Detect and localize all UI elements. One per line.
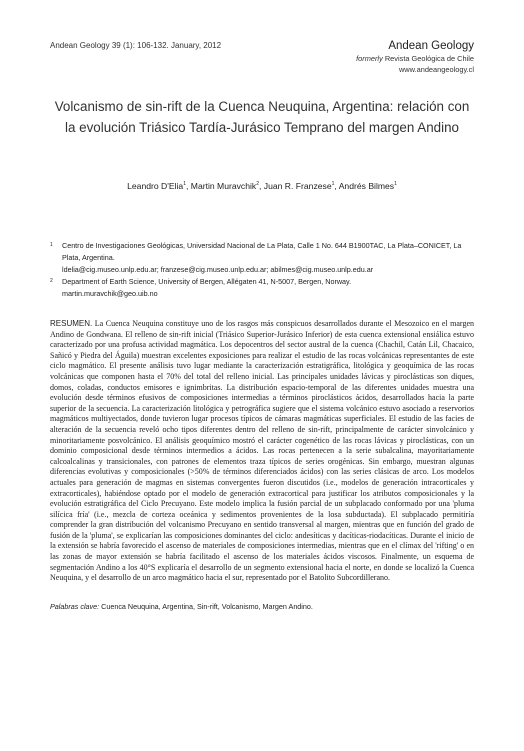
affiliation-text: Centro de Investigaciones Geológicas, Universidad Nacional de La Plata, Calle 1 No. 644 B1900TAC, La Plata–CONICET, La Plata, Argentina.: [62, 241, 462, 262]
affiliation-2: [50, 276, 480, 300]
author-name: Andrés Bilmes: [338, 181, 395, 191]
author-list: Leandro D'Elia$^1$, Martin Muravchik$^2$, Juan R. Franzese$^1$, Andrés Bilmes$^1$: [127, 181, 397, 191]
author-name: Juan R. Franzese: [263, 181, 332, 191]
abstract-label: RESUMEN.: [50, 319, 93, 328]
author-affiliation-mark: 1: [331, 181, 335, 188]
journal-masthead: [356, 40, 474, 76]
author-name: Martin Muravchik: [190, 181, 257, 191]
journal-name: Andean Geology: [388, 40, 474, 52]
author-name: Leandro D'Elia: [127, 181, 184, 191]
citation-line: Andean Geology 39 (1): 106-132. January, 2012: [50, 41, 222, 50]
journal-url[interactable]: www.andeangeology.cl: [398, 65, 474, 74]
author-affiliation-mark: 1: [183, 181, 186, 188]
formerly-prefix: formerly: [356, 54, 383, 63]
affiliation-emails[interactable]: martin.muravchik@geo.uib.no: [62, 289, 158, 298]
keywords: [50, 602, 474, 611]
affiliation-text: Department of Earth Science, University of Bergen, Allégaten 41, N-5007, Bergen, Norway.: [62, 277, 352, 286]
author-affiliation-mark: 2: [256, 181, 259, 188]
author-affiliation-mark: 1: [394, 181, 397, 188]
affiliation-emails[interactable]: ldelia@cig.museo.unlp.edu.ar; franzese@cig.museo.unlp.edu.ar; abilmes@cig.museo.unlp.edu.ar: [62, 265, 374, 274]
affiliation-number: 1: [50, 242, 53, 248]
keywords-label: Palabras clave:: [50, 602, 100, 611]
former-journal-name: [356, 53, 474, 64]
abstract-text: La Cuenca Neuquina constituye uno de los rasgos más conspicuos desarrollados durante el Mesozoico en el margen Andino de Gondwana. El relleno de sin-rift inicial (Triásico Superior-Jurásico Inferior) de esta cuenca extensional ensiálica estuvo caracterizado por una profusa actividad magmática. Los depocentros del sector austral de la cuenca (Chachil, Catán Lil, Chacaico, Sañicó y Piedra del Águila) muestran excelentes exposiciones para realizar el estudio de las rocas volcánicas representantes de este ciclo magmático. El presente análisis tuvo lugar mediante la caracterización estratigráfica, litológica y geoquímica de las rocas volcánicas que componen hasta el 70% del total del relleno inicial. Las principales unidades lávicas y piroclásticas son diques, domos, coladas, conductos emisores e ignimbritas. La distribución espacio-temporal de las diferentes unidades muestra una evolución desde términos efusivos de composiciones intermedias a términos piroclásticos ácidos, desarrollados hacia la parte superior de la secuencia. La caracterización litológica y petrográfica sugiere que el sistema volcánico estuvo asociado a reservorios magmáticos multiyectados, donde tuvieron lugar procesos típicos de cámaras magmáticas superficiales. El estudio de las facies de alteración de la secuencia reveló ocho tipos diferentes dentro del relleno de sin-rift, principalmente de carácter sinvolcánico y minoritariamente posvolcánico. El análisis geoquímico mostró el carácter cogenético de las rocas lávicas y piroclásticas, con un dominio composicional desde términos intermedios a ácidos. Las rocas pertenecen a la serie subalcalina, mayoritariamente calcoalcalinas y transicionales, con patrones de elementos traza típicos de series orogénicas. Sin embargo, muestran algunas diferencias evolutivas y composicionales (>50% de términos diferenciados ácidos) con las series clásicas de arco. Los modelos actuales para generación de magmas en sistemas convergentes fueron discutidos (i.e., modelos de generación intracorticales y extracorticales), habiéndose optado por el modelo de generación extracortical para justificar los atributos composicionales y la evolución estratigráfica del Ciclo Precuyano. Este modelo implica la fusión parcial de un subplacado conformado por una 'pluma silícica fría' (i.e., mezcla de corteza oceánica y sedimentos provenientes de la losa subductada). El subplacado permitiría comprender la gran distribución del volcanismo Precuyano en sentido transversal al margen, mientras que en función del grado de fusión de la 'pluma', se explicarían las composiciones dominantes del ciclo: andesíticas y dacíticas-riodacíticas. Durante el inicio de la extensión se habría favorecido el ascenso de materiales de composiciones intermedias, mientras que en el clímax del 'rifting' o en las zonas de mayor extensión se habría facilitado el ascenso de los materiales ácidos viscosos. Finalmente, un esquema de segmentación Andino a los 40°S explicaría el desarrollo de un segmento extensional hacia el norte, en donde se localizó la Cuenca Neuquina, y el desarrollo de un arco magmático hacia el sur, representado por el Batolito Subcordillerano.: [50, 319, 475, 583]
affiliation-1: [50, 240, 480, 276]
affiliation-number: 2: [50, 278, 53, 284]
formerly-name: Revista Geológica de Chile: [384, 54, 474, 63]
keywords-text: Cuenca Neuquina, Argentina, Sin-rift, Volcanismo, Margen Andino.: [101, 602, 313, 611]
abstract: [50, 319, 474, 584]
article-title: Volcanismo de sin-rift de la Cuenca Neuquina, Argentina: relación con la evolución Triásico Tardía-Jurásico Temprano del margen Andino: [54, 99, 470, 135]
